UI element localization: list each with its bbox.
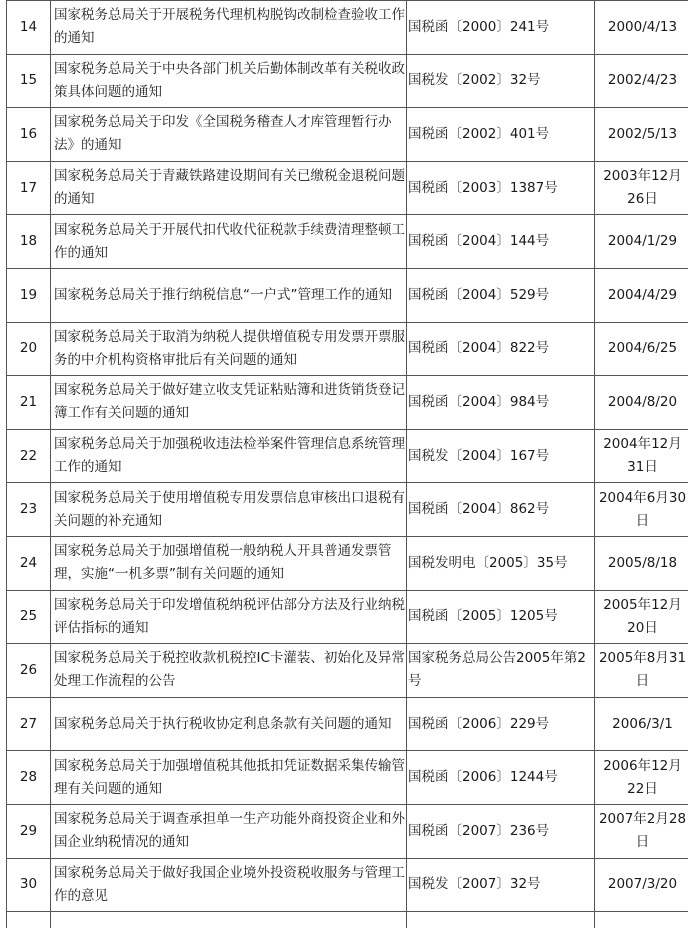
document-number: 国税函〔2004〕529号	[408, 284, 594, 307]
table-row	[7, 697, 688, 751]
document-title-cell	[51, 322, 407, 376]
document-number: 国税函〔2004〕862号	[408, 498, 594, 521]
document-title: 国家税务总局关于税控收款机税控IC卡灌装、初始化及异常处理工作流程的公告	[54, 647, 406, 693]
row-number: 14	[7, 16, 50, 39]
issue-date-cell	[595, 215, 688, 269]
document-number: 国税函〔2006〕1244号	[408, 766, 594, 789]
document-title: 国家税务总局关于加强增值税其他抵扣凭证数据采集传输管理有关问题的通知	[54, 755, 406, 801]
row-number-cell	[7, 322, 51, 376]
issue-date: 2005/8/18	[595, 552, 688, 575]
document-title: 国家税务总局关于印发增值税纳税评估部分方法及行业纳税评估指标的通知	[54, 594, 406, 640]
row-number: 17	[7, 177, 50, 200]
issue-date-cell	[595, 322, 688, 376]
row-number-cell	[7, 751, 51, 805]
table-row-partial	[7, 912, 688, 928]
row-number-cell	[7, 161, 51, 215]
table-row	[7, 804, 688, 858]
document-number-cell	[407, 483, 595, 537]
issue-date: 2000/4/13	[595, 16, 688, 39]
row-number-cell	[7, 590, 51, 644]
document-number: 国税函〔2004〕984号	[408, 391, 594, 414]
document-number-cell	[407, 590, 595, 644]
document-title: 国家税务总局关于调查承担单一生产功能外商投资企业和外国企业纳税情况的通知	[54, 808, 406, 854]
table-row	[7, 644, 688, 698]
row-number-cell	[7, 804, 51, 858]
issue-date: 2004/8/20	[595, 391, 688, 414]
document-number: 国税发〔2007〕32号	[408, 873, 594, 896]
row-number: 26	[7, 659, 50, 682]
document-title-cell	[51, 268, 407, 322]
document-number-cell	[407, 751, 595, 805]
row-number-cell	[7, 108, 51, 162]
table-row	[7, 751, 688, 805]
empty-cell	[407, 912, 595, 928]
issue-date: 2005年12月20日	[595, 594, 688, 640]
issue-date: 2002/4/23	[595, 69, 688, 92]
issue-date-cell	[595, 536, 688, 590]
document-title: 国家税务总局关于做好我国企业境外投资税收服务与管理工作的意见	[54, 862, 406, 908]
row-number: 27	[7, 713, 50, 736]
issue-date-cell	[595, 108, 688, 162]
table-row	[7, 322, 688, 376]
document-title-cell	[51, 858, 407, 912]
document-title: 国家税务总局关于开展代扣代收代征税款手续费清理整顿工作的通知	[54, 219, 406, 265]
issue-date-cell	[595, 644, 688, 698]
table-row	[7, 858, 688, 912]
table-body	[7, 1, 688, 928]
issue-date: 2007/3/20	[595, 873, 688, 896]
row-number-cell	[7, 536, 51, 590]
document-title: 国家税务总局关于执行税收协定利息条款有关问题的通知	[54, 713, 406, 736]
document-number: 国税函〔2004〕144号	[408, 230, 594, 253]
row-number-cell	[7, 268, 51, 322]
document-title-cell	[51, 161, 407, 215]
issue-date: 2006年12月22日	[595, 755, 688, 801]
table-row	[7, 54, 688, 108]
issue-date-cell	[595, 1, 688, 55]
issue-date: 2005年8月31日	[595, 647, 688, 693]
issue-date: 2004年6月30日	[595, 487, 688, 533]
document-number: 国家税务总局公告2005年第2号	[408, 647, 594, 693]
document-title-cell	[51, 54, 407, 108]
document-number-cell	[407, 536, 595, 590]
document-title-cell	[51, 376, 407, 430]
table-row	[7, 161, 688, 215]
row-number: 16	[7, 123, 50, 146]
document-number: 国税函〔2002〕401号	[408, 123, 594, 146]
document-number-cell	[407, 322, 595, 376]
row-number-cell	[7, 858, 51, 912]
row-number-cell	[7, 697, 51, 751]
row-number: 23	[7, 498, 50, 521]
document-title-cell	[51, 215, 407, 269]
row-number-cell	[7, 644, 51, 698]
document-number: 国税函〔2006〕229号	[408, 713, 594, 736]
document-number-cell	[407, 268, 595, 322]
issue-date: 2002/5/13	[595, 123, 688, 146]
document-number: 国税函〔2007〕236号	[408, 820, 594, 843]
document-title-cell	[51, 751, 407, 805]
empty-cell	[7, 912, 51, 928]
document-title-cell	[51, 483, 407, 537]
document-number-cell	[407, 697, 595, 751]
table-row	[7, 268, 688, 322]
document-number: 国税函〔2003〕1387号	[408, 177, 594, 200]
document-title-cell	[51, 804, 407, 858]
issue-date-cell	[595, 54, 688, 108]
table-row	[7, 429, 688, 483]
issue-date-cell	[595, 376, 688, 430]
row-number-cell	[7, 483, 51, 537]
document-title: 国家税务总局关于加强增值税一般纳税人开具普通发票管理，实施“一机多票”制有关问题的通知	[54, 540, 406, 586]
row-number: 20	[7, 337, 50, 360]
table-row	[7, 108, 688, 162]
document-title-cell	[51, 429, 407, 483]
document-number-cell	[407, 858, 595, 912]
document-title: 国家税务总局关于取消为纳税人提供增值税专用发票开票服务的中介机构资格审批后有关问题的通知	[54, 326, 406, 372]
row-number: 21	[7, 391, 50, 414]
issue-date-cell	[595, 268, 688, 322]
row-number-cell	[7, 215, 51, 269]
document-number-cell	[407, 429, 595, 483]
issue-date-cell	[595, 858, 688, 912]
row-number: 29	[7, 820, 50, 843]
document-number-cell	[407, 54, 595, 108]
row-number-cell	[7, 54, 51, 108]
document-number-cell	[407, 161, 595, 215]
document-number: 国税发〔2002〕32号	[408, 69, 594, 92]
issue-date-cell	[595, 429, 688, 483]
issue-date: 2003年12月26日	[595, 165, 688, 211]
document-title: 国家税务总局关于加强税收违法检举案件管理信息系统管理工作的通知	[54, 433, 406, 479]
document-number-cell	[407, 108, 595, 162]
issue-date-cell	[595, 590, 688, 644]
issue-date-cell	[595, 697, 688, 751]
table-row	[7, 590, 688, 644]
document-number-cell	[407, 1, 595, 55]
issue-date-cell	[595, 804, 688, 858]
issue-date: 2004/6/25	[595, 337, 688, 360]
regulation-table	[6, 0, 688, 928]
row-number-cell	[7, 1, 51, 55]
document-number-cell	[407, 215, 595, 269]
row-number-cell	[7, 376, 51, 430]
row-number: 25	[7, 605, 50, 628]
document-number: 国税发明电〔2005〕35号	[408, 552, 594, 575]
row-number: 24	[7, 552, 50, 575]
issue-date: 2004年12月31日	[595, 433, 688, 479]
empty-cell	[51, 912, 407, 928]
issue-date: 2004/1/29	[595, 230, 688, 253]
row-number-cell	[7, 429, 51, 483]
issue-date: 2004/4/29	[595, 284, 688, 307]
document-title-cell	[51, 108, 407, 162]
empty-cell	[595, 912, 688, 928]
document-number: 国税函〔2005〕1205号	[408, 605, 594, 628]
table-row	[7, 483, 688, 537]
document-title-cell	[51, 644, 407, 698]
document-number-cell	[407, 804, 595, 858]
issue-date: 2007年2月28日	[595, 808, 688, 854]
row-number: 30	[7, 873, 50, 896]
document-title-cell	[51, 590, 407, 644]
row-number: 22	[7, 445, 50, 468]
table-row	[7, 1, 688, 55]
document-number: 国税发〔2004〕167号	[408, 445, 594, 468]
document-title: 国家税务总局关于中央各部门机关后勤体制改革有关税收政策具体问题的通知	[54, 58, 406, 104]
row-number: 15	[7, 69, 50, 92]
document-title-cell	[51, 536, 407, 590]
table-row	[7, 376, 688, 430]
document-title: 国家税务总局关于印发《全国税务稽查人才库管理暂行办法》的通知	[54, 111, 406, 157]
issue-date-cell	[595, 161, 688, 215]
document-number-cell	[407, 644, 595, 698]
table-row	[7, 215, 688, 269]
document-number: 国税函〔2000〕241号	[408, 16, 594, 39]
issue-date-cell	[595, 751, 688, 805]
document-title: 国家税务总局关于开展税务代理机构脱钩改制检查验收工作的通知	[54, 4, 406, 50]
document-title: 国家税务总局关于使用增值税专用发票信息审核出口退税有关问题的补充通知	[54, 487, 406, 533]
document-title-cell	[51, 1, 407, 55]
document-title: 国家税务总局关于做好建立收支凭证粘贴簿和进货销货登记簿工作有关问题的通知	[54, 379, 406, 425]
row-number: 19	[7, 284, 50, 307]
table-row	[7, 536, 688, 590]
document-title: 国家税务总局关于青藏铁路建设期间有关已缴税金退税问题的通知	[54, 165, 406, 211]
document-title: 国家税务总局关于推行纳税信息“一户式”管理工作的通知	[54, 284, 406, 307]
document-number-cell	[407, 376, 595, 430]
row-number: 28	[7, 766, 50, 789]
document-title-cell	[51, 697, 407, 751]
document-number: 国税函〔2004〕822号	[408, 337, 594, 360]
row-number: 18	[7, 230, 50, 253]
issue-date: 2006/3/1	[595, 713, 688, 736]
issue-date-cell	[595, 483, 688, 537]
